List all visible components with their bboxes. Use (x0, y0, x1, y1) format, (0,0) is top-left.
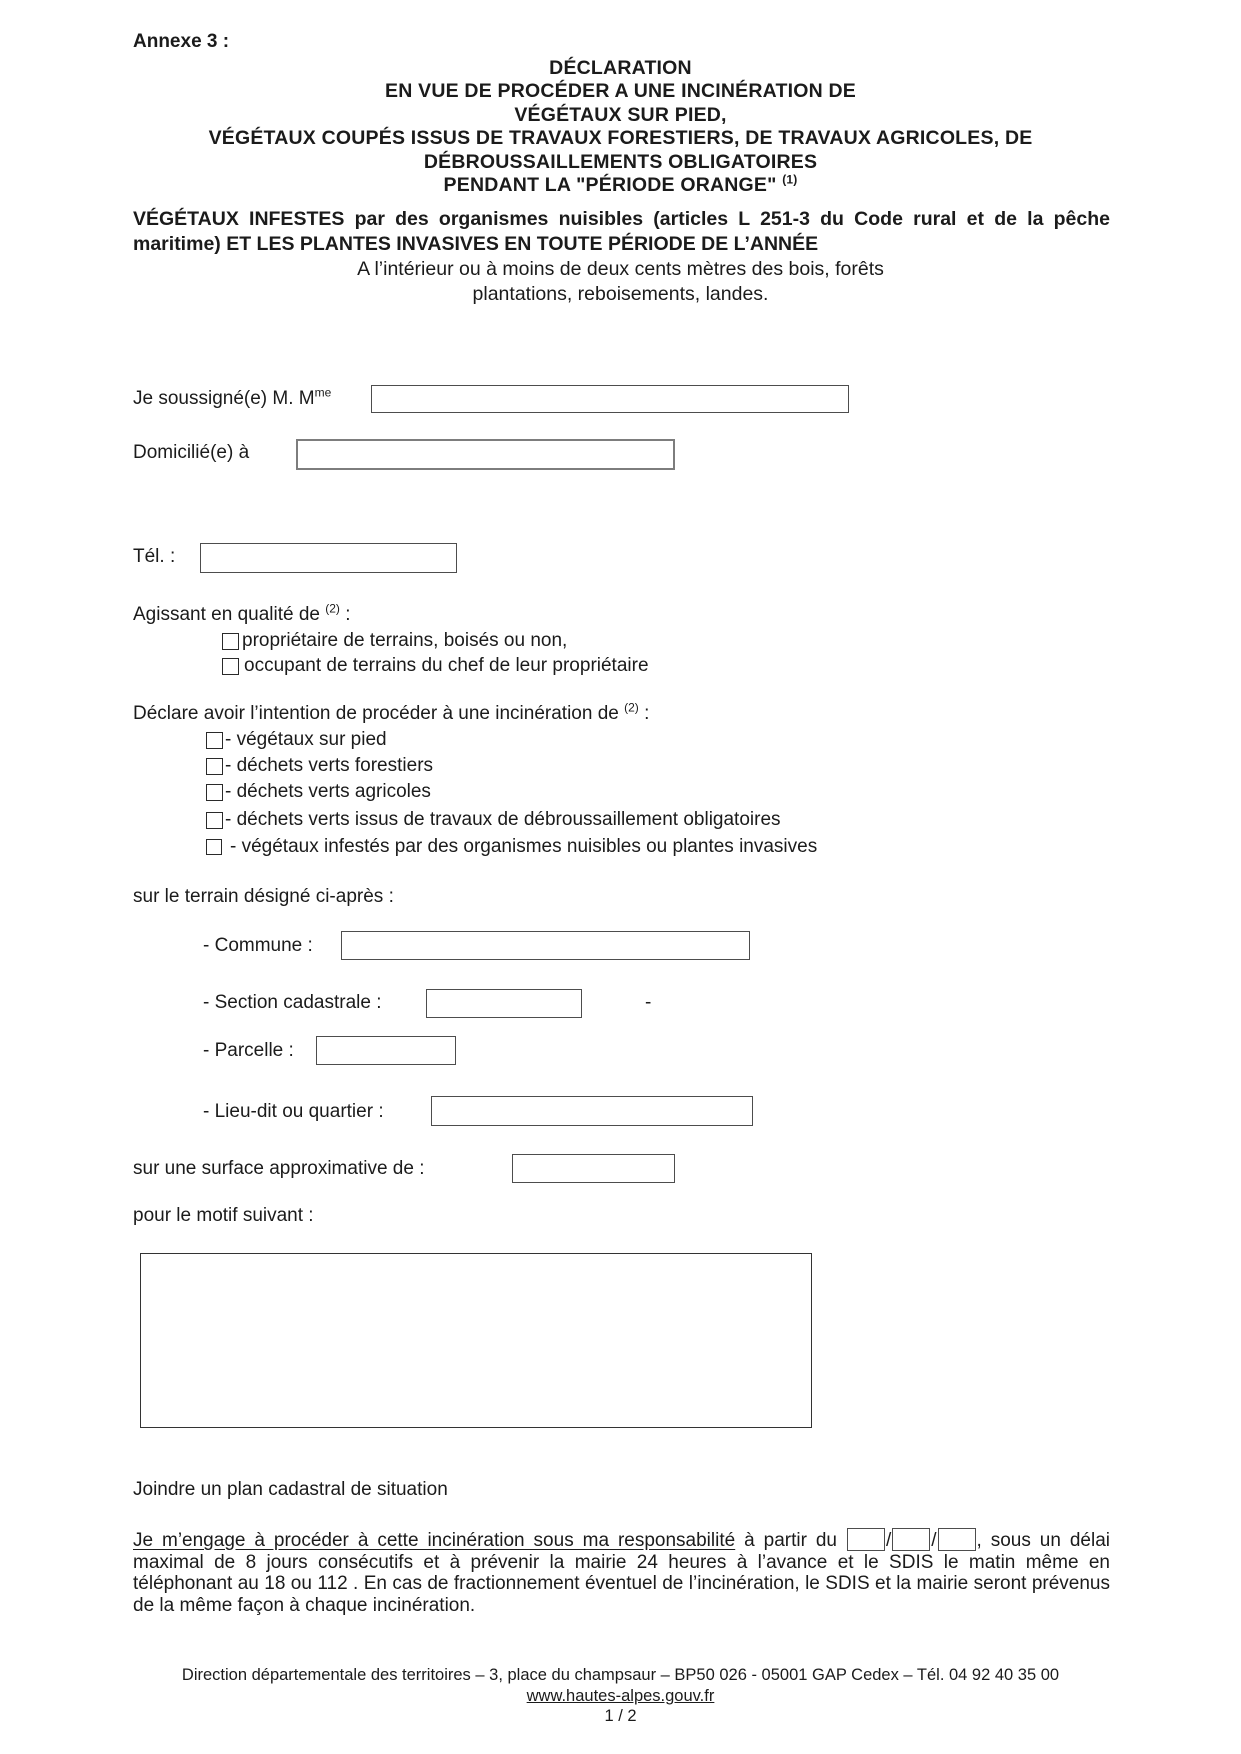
date-month-input[interactable] (892, 1528, 930, 1551)
tel-input[interactable] (200, 543, 457, 573)
soussigne-sup: me (314, 385, 332, 400)
checkbox-vegetaux-sur-pied[interactable] (206, 732, 223, 749)
footer-page-number: 1 / 2 (604, 1707, 637, 1725)
motif-textarea[interactable] (140, 1253, 812, 1428)
declare-colon: : (638, 703, 650, 724)
joindre-label: Joindre un plan cadastral de situation (133, 1479, 448, 1500)
title-line: DÉBROUSSAILLEMENTS OBLIGATOIRES (423, 150, 818, 173)
surface-input[interactable] (512, 1154, 675, 1183)
quality-colon: : (339, 604, 351, 625)
engagement-underlined: Je m’engage à procéder à cette incinération sous ma responsabilité (133, 1530, 736, 1551)
domicilie-input[interactable] (296, 439, 675, 470)
soussigne-label (133, 387, 331, 411)
engagement-rest: , sous un délai maximal de 8 jours consécutifs et à prévenir la mairie 24 heures à l’avance et le SDIS le matin même en téléphonant au 18 ou 112 . En cas de fractionnement éventuel de l’incinération, le SDIS et la mairie seront prévenus de la même façon à chaque incinération. (133, 1530, 1110, 1616)
terrain-label: sur le terrain désigné ci-après : (133, 886, 394, 907)
date-day-input[interactable] (847, 1528, 885, 1551)
checkbox-dechets-debroussaillement[interactable] (206, 812, 223, 829)
declare-option-label: - végétaux sur pied (225, 729, 387, 750)
lieudit-input[interactable] (431, 1096, 753, 1126)
checkbox-dechets-forestiers[interactable] (206, 758, 223, 775)
section-cadastrale-input[interactable] (426, 989, 582, 1018)
quality-option-label: propriétaire de terrains, boisés ou non, (242, 630, 568, 651)
checkbox-occupant[interactable] (222, 658, 239, 675)
soussigne-input[interactable] (371, 385, 849, 413)
footer-address: Direction départementale des territoires – 3, place du champsaur – BP50 026 - 05001 GAP Cedex – Tél. 04 92 40 35 00 (181, 1666, 1060, 1684)
lieudit-label: - Lieu-dit ou quartier : (203, 1101, 384, 1122)
footnote-ref-1: (1) (782, 172, 798, 187)
date-slash: / (885, 1530, 892, 1551)
periode-text: PENDANT LA "PÉRIODE ORANGE" (443, 174, 783, 197)
subtitle-line: A l’intérieur ou à moins de deux cents mètres des bois, forêts (357, 258, 884, 280)
footer-website-link[interactable]: www.hautes-alpes.gouv.fr (526, 1687, 715, 1705)
engagement-mid: à partir du (735, 1530, 846, 1551)
title-line: VÉGÉTAUX COUPÉS ISSUS DE TRAVAUX FORESTIERS, DE TRAVAUX AGRICOLES, DE (208, 127, 1033, 150)
subtitle-line: plantations, reboisements, landes. (472, 283, 769, 305)
motif-label: pour le motif suivant : (133, 1205, 314, 1226)
declare-option-label: - déchets verts agricoles (225, 781, 431, 802)
tel-label: Tél. : (133, 546, 176, 567)
annexe-label: Annexe 3 : (133, 31, 230, 52)
quality-text: Agissant en qualité de (133, 604, 326, 625)
parcelle-input[interactable] (316, 1036, 456, 1065)
footnote-ref-2: (2) (325, 601, 340, 616)
declare-option-label: - végétaux infestés par des organismes nuisibles ou plantes invasives (230, 836, 818, 857)
engagement-paragraph (133, 1528, 1110, 1616)
title-line: VÉGÉTAUX SUR PIED, (514, 103, 727, 126)
title-line: EN VUE DE PROCÉDER A UNE INCINÉRATION DE (385, 80, 856, 103)
section-cadastrale-label: - Section cadastrale : (203, 992, 382, 1013)
document-title (0, 57, 1241, 197)
declare-option-label: - déchets verts forestiers (225, 755, 434, 776)
footer-website-row (0, 1686, 1241, 1706)
section-dash: - (645, 992, 652, 1013)
checkbox-proprietaire[interactable] (222, 633, 239, 650)
title-line: DÉCLARATION (549, 57, 692, 79)
declare-text: Déclare avoir l’intention de procéder à une incinération de (133, 703, 625, 724)
quality-option-label: occupant de terrains du chef de leur propriétaire (244, 655, 649, 676)
date-slash: / (931, 1530, 937, 1551)
domicilie-label: Domicilié(e) à (133, 442, 250, 463)
commune-label: - Commune : (203, 935, 313, 956)
subtitle (0, 257, 1241, 307)
declare-option-label: - déchets verts issus de travaux de débroussaillement obligatoires (225, 809, 781, 830)
checkbox-vegetaux-infestes[interactable] (206, 839, 222, 855)
surface-label: sur une surface approximative de : (133, 1158, 425, 1179)
checkbox-dechets-agricoles[interactable] (206, 784, 223, 801)
commune-input[interactable] (341, 931, 750, 960)
footnote-ref-2: (2) (624, 700, 639, 715)
infested-paragraph: VÉGÉTAUX INFESTES par des organismes nuisibles (articles L 251-3 du Code rural et de la pêche maritime) ET LES PLANTES INVASIVES EN TOUTE PÉRIODE DE L’ANNÉE (133, 208, 1110, 255)
date-year-input[interactable] (938, 1528, 976, 1551)
soussigne-text: Je soussigné(e) M. M (133, 388, 315, 409)
parcelle-label: - Parcelle : (203, 1040, 294, 1061)
quality-label (133, 603, 350, 627)
declare-label (133, 702, 649, 726)
title-line-periode (0, 174, 1241, 197)
